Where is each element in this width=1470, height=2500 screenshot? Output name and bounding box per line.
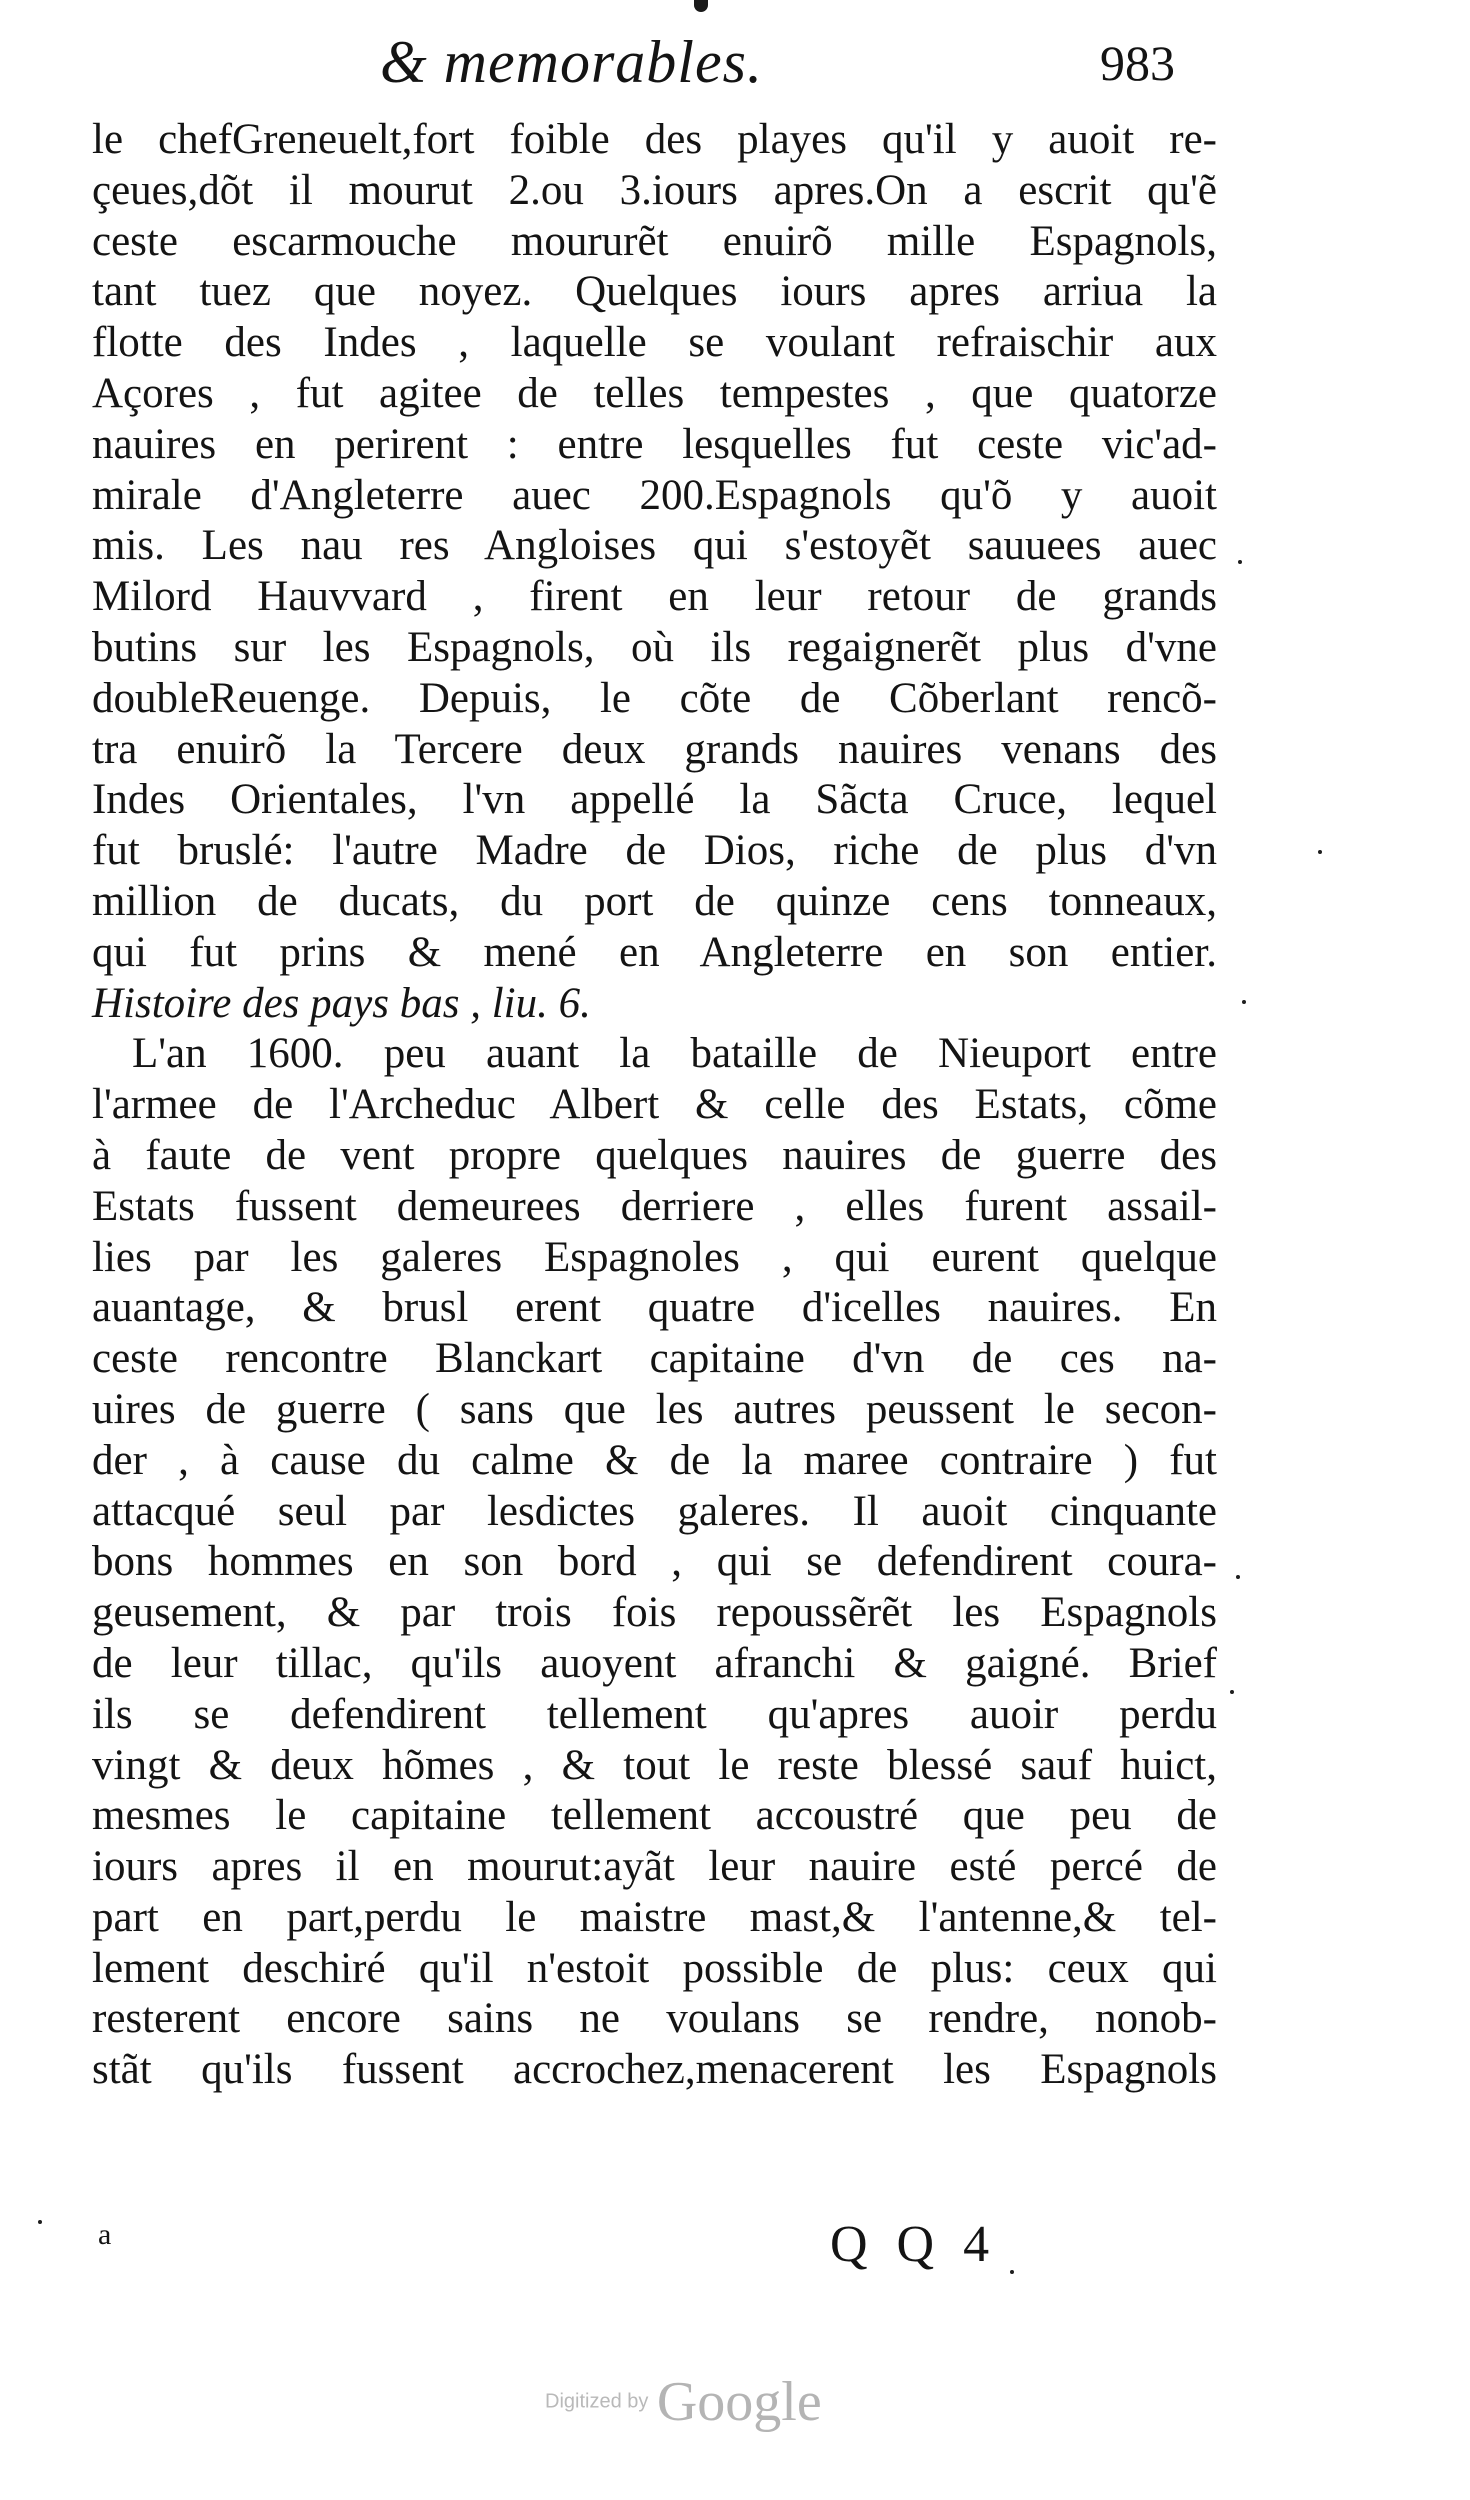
- text-line: ils se defendirent tellement qu'apres auoir perdu: [92, 1690, 1217, 1738]
- watermark-label: Digitized by: [545, 2390, 649, 2413]
- text-line: de leur tillac, qu'ils auoyent afranchi & gaigné. Brief: [92, 1639, 1217, 1687]
- ink-speck: [38, 2220, 42, 2224]
- page-number: 983: [1100, 35, 1175, 91]
- ink-blot: [694, 0, 708, 12]
- catchword: a: [98, 2218, 112, 2251]
- text-line: Estats fussent demeurees derriere , elles furent assail-: [92, 1182, 1217, 1230]
- body-text: [92, 115, 1217, 2096]
- text-line: attacqué seul par lesdictes galeres. Il auoit cinquante: [92, 1487, 1217, 1535]
- text-line: vingt & deux hõmes , & tout le reste blessé sauf huict,: [92, 1741, 1217, 1789]
- text-line: resterent encore sains ne voulans se rendre, nonob-: [92, 1995, 1217, 2043]
- text-line: lies par les galeres Espagnoles , qui eurent quelque: [92, 1233, 1217, 1281]
- ink-speck: [1318, 850, 1322, 854]
- text-line: tant tuez que noyez. Quelques iours apres arriua la: [92, 268, 1217, 316]
- text-line: tra enuirõ la Tercere deux grands nauires venans des: [92, 725, 1217, 773]
- text-line: stãt qu'ils fussent accrochez,menacerent les Espagnols: [92, 2046, 1217, 2094]
- text-line: qui fut prins & mené en Angleterre en son entier.: [92, 928, 1217, 976]
- text-line: Milord Hauvvard , firent en leur retour de grands: [92, 573, 1217, 621]
- ink-speck: [1010, 2270, 1014, 2274]
- text-line: ceste escarmouche moururẽt enuirõ mille Espagnols,: [92, 217, 1217, 265]
- text-line: der , à cause du calme & de la maree contraire ) fut: [92, 1436, 1217, 1484]
- text-line: l'armee de l'Archeduc Albert & celle des Estats, cõme: [92, 1081, 1217, 1129]
- text-line: mesmes le capitaine tellement accoustré que peu de: [92, 1792, 1217, 1840]
- text-line: Açores , fut agitee de telles tempestes , que quatorze: [92, 369, 1217, 417]
- text-line: fut bruslé: l'autre Madre de Dios, riche de plus d'vn: [92, 827, 1217, 875]
- text-line: lement deschiré qu'il n'estoit possible de plus: ceux qui: [92, 1944, 1217, 1992]
- text-line: flotte des Indes , laquelle se voulant refraischir aux: [92, 319, 1217, 367]
- text-line: million de ducats, du port de quinze cens tonneaux,: [92, 877, 1217, 925]
- ink-speck: [1236, 1575, 1240, 1579]
- google-logo: Google: [656, 2371, 822, 2433]
- text-line: iours apres il en mourut:ayãt leur nauire esté percé de: [92, 1843, 1217, 1891]
- text-line: mis. Les nau res Angloises qui s'estoyẽt sauuees auec: [92, 522, 1217, 570]
- text-line: bons hommes en son bord , qui se defendirent coura-: [92, 1538, 1217, 1586]
- signature-mark: Q Q 4: [830, 2216, 998, 2273]
- text-line: nauires en perirent : entre lesquelles fut ceste vic'ad-: [92, 420, 1217, 468]
- ink-speck: [1230, 1690, 1234, 1694]
- digitization-watermark: [545, 2370, 822, 2434]
- running-head: & memorables.: [380, 29, 763, 95]
- text-line: auantage, & brusl erent quatre d'icelles nauires. En: [92, 1284, 1217, 1332]
- ink-speck: [1242, 1000, 1246, 1004]
- text-line: uires de guerre ( sans que les autres peussent le secon-: [92, 1385, 1217, 1433]
- text-line: butins sur les Espagnols, où ils regaignerẽt plus d'vne: [92, 623, 1217, 671]
- source-citation: Histoire des pays bas , liu. 6.: [92, 979, 591, 1027]
- text-line: le chefGreneuelt,fort foible des playes qu'il y auoit re-: [92, 116, 1217, 163]
- text-line: part en part,perdu le maistre mast,& l'antenne,& tel-: [92, 1893, 1217, 1941]
- text-line: Indes Orientales, l'vn appellé la Sãcta Cruce, lequel: [92, 776, 1217, 824]
- text-line: mirale d'Angleterre auec 200.Espagnols qu'õ y auoit: [92, 471, 1217, 519]
- text-line: doubleReuenge. Depuis, le cõte de Cõberlant rencõ-: [92, 674, 1217, 722]
- text-line: ceste rencontre Blanckart capitaine d'vn de ces na-: [92, 1335, 1217, 1383]
- paragraph-start-line: L'an 1600. peu auant la bataille de Nieuport entre: [132, 1030, 1217, 1078]
- text-line: çeues,dõt il mourut 2.ou 3.iours apres.On a escrit qu'ẽ: [92, 166, 1217, 214]
- ink-speck: [1238, 560, 1242, 564]
- text-line: geusement, & par trois fois repoussẽrẽt les Espagnols: [92, 1589, 1217, 1637]
- text-line: à faute de vent propre quelques nauires de guerre des: [92, 1131, 1217, 1179]
